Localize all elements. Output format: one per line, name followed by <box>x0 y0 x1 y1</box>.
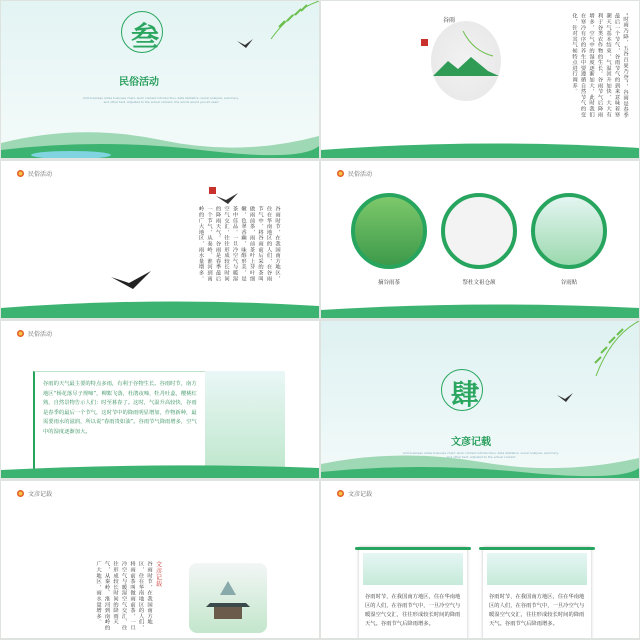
slide-thumbnail-2[interactable] <box>321 1 639 158</box>
big-character: 叁 <box>131 20 160 53</box>
green-hills <box>1 118 319 158</box>
slide-header <box>337 489 372 498</box>
body-text: 谷雨时节，在我国南方地区，住在华南地区的人们，将雨前茶叫做雨前茶，一旦冷空气与暖湿空气交汇，往往形成较长时间的降雨天气，从秦岭、淮河到南岭的广大地区，雨水量增多。 <box>95 561 152 631</box>
green-hills <box>321 278 639 318</box>
body-text: “时雨乃降，五谷百果乃登”，谷雨是春季最后一个节气，谷雨节气的到来意味着寒潮天气基本结束，气温回升加快，大大有利于谷类农作物的生长。谷雨节气后降雨增多，空气中的湿度逐渐加大，此时我们在寒冷有序的养生中要遵循自然节气的变化，针对其气候特点进行调养。 <box>571 13 628 119</box>
card-text: 谷雨时节，在我国南方地区，住在华南地区的人们，在谷雨节气中，一旦冷空气与暖湿空气交汇，往往形成较长时间的降雨天气。谷雨节气后降雨增多。 <box>365 594 461 627</box>
logo-icon <box>337 490 344 497</box>
header-label: 民俗活动 <box>28 331 53 338</box>
header-label: 文彦记载 <box>348 491 373 498</box>
logo-icon <box>17 490 24 497</box>
slide-title: 文彦记载 <box>451 437 491 448</box>
green-hills <box>321 118 639 158</box>
mountain-icon <box>433 31 499 97</box>
green-hills <box>321 438 639 478</box>
logo-icon <box>337 170 344 177</box>
slide-header <box>337 169 372 178</box>
slide-header <box>17 489 52 498</box>
slide-thumbnail-8[interactable] <box>321 481 639 638</box>
slide-thumbnail-7[interactable] <box>1 481 319 638</box>
slide-thumbnail-4[interactable] <box>321 161 639 318</box>
green-hills <box>1 278 319 318</box>
swallow-icon <box>237 39 253 49</box>
caption-2: 祭杜文祖仓颉 <box>462 280 496 286</box>
logo-icon <box>17 330 24 337</box>
pavilion-icon <box>206 581 250 621</box>
ancestor-worship-image <box>441 193 517 269</box>
swallow-icon <box>557 393 573 403</box>
caption-3: 谷雨贴 <box>560 280 578 286</box>
body-text: 谷雨的天气最主要的特点多雨，有利于谷物生长。谷雨时节，南方地区“杨花落尽子规啼”，柳絮飞落，杜鹃夜啼，牡丹吐蕊，樱桃红熟，自然景物告示人们：时至暮春了。这时，气温升高较快，谷雨是春季的最后一个节气，这时节中的降雨明显增加，作物新种，最需要雨水的滋润，所以说“春雨贵如油”。谷雨节气降雨增多，空气中的湿度逐渐加大。 <box>43 381 197 435</box>
logo-icon <box>17 170 24 177</box>
green-hills <box>1 438 319 478</box>
header-label: 民俗活动 <box>348 171 373 178</box>
section-label: 文彦记载 <box>154 561 162 587</box>
header-label: 文彦记载 <box>28 491 53 498</box>
slide-subtitle: Add business notes business chart, work content introduction, data statistics, social analysis, summary, and other text, adjusted to the actual content <box>402 451 560 459</box>
scroll-card-2 <box>483 547 591 638</box>
slide-thumbnail-6[interactable] <box>321 321 639 478</box>
scroll-rod <box>479 547 595 550</box>
card-image <box>487 553 587 585</box>
grain-rain-poster-image <box>531 193 607 269</box>
body-text: 谷雨时节，在我国南方地区，住在华南地区的人们，在谷雨节气中，将谷雨前后采的茶叫做雨前茶，雨前茶叶上芽叶细嫩，色翠香幽，味醇形美，是茶中佳品。一旦冷空气与暖湿空气交汇，往往形成较长时间的降雨天气。谷雨是春季最后一个节气，从秦岭、淮河到南岭的广大地区，雨水量增多。 <box>197 206 280 282</box>
scroll-card-1 <box>359 547 467 638</box>
willow-branch-icon <box>241 1 319 41</box>
slide-subtitle: Add business notes business chart, work content introduction, data statistics, social analysis, summary, and other text, adjusted to the actual content, the words would you all need <box>82 96 240 104</box>
big-character: 肆 <box>451 378 480 411</box>
red-seal <box>209 187 216 194</box>
scroll-rod <box>355 547 471 550</box>
badge-label: 谷雨 <box>443 17 456 24</box>
card-image <box>363 553 463 585</box>
card-text: 谷雨时节，在我国南方地区，住在华南地区的人们，在谷雨节气中，一旦冷空气与暖湿空气交汇，往往形成较长时间的降雨天气。谷雨节气后降雨增多。 <box>489 594 585 627</box>
red-seal <box>421 39 428 46</box>
swallow-icon <box>216 193 238 205</box>
header-label: 民俗活动 <box>28 171 53 178</box>
slide-header <box>17 329 52 338</box>
tea-picking-image <box>351 193 427 269</box>
slide-title: 民俗活动 <box>119 77 159 88</box>
slide-header <box>17 169 52 178</box>
slide-thumbnail-1[interactable] <box>1 1 319 158</box>
caption-1: 摘谷雨茶 <box>377 280 400 286</box>
willow-branch-icon <box>561 321 639 381</box>
slide-thumbnail-3[interactable] <box>1 161 319 318</box>
slide-thumbnail-5[interactable] <box>1 321 319 478</box>
